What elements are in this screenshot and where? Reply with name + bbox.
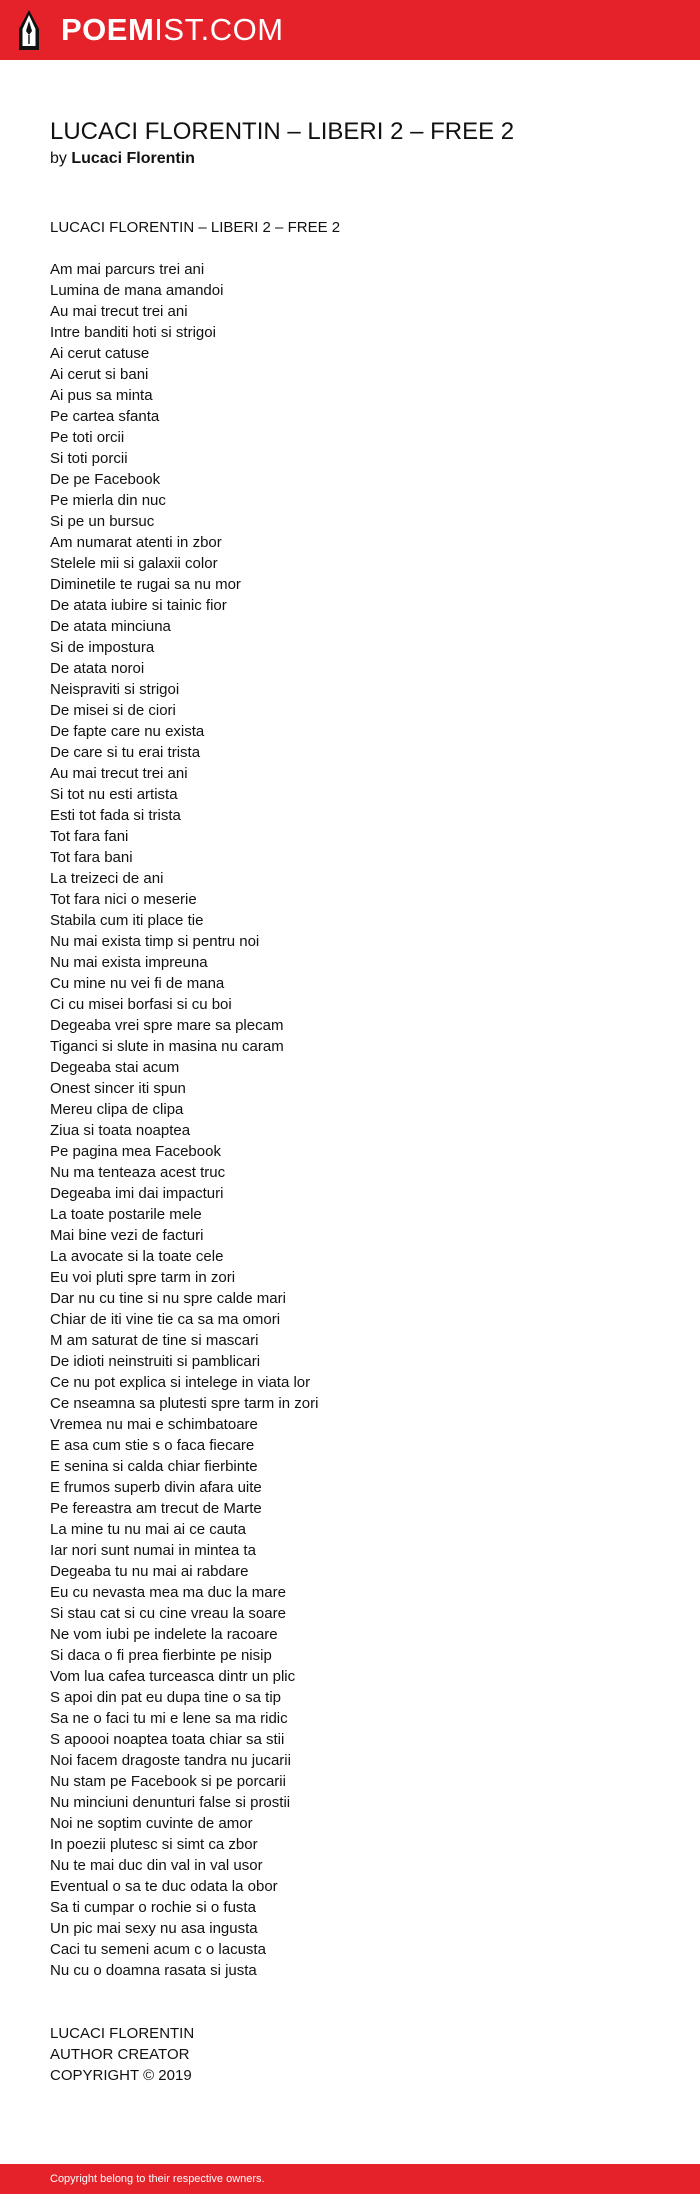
poem-line: E senina si calda chiar fierbinte <box>50 1458 258 1475</box>
poem-line: Pe mierla din nuc <box>50 492 166 509</box>
poem-line: Chiar de iti vine tie ca sa ma omori <box>50 1311 281 1328</box>
poem-line: De care si tu erai trista <box>50 744 201 761</box>
poem-line: De misei si de ciori <box>50 702 176 719</box>
poem-line: Pe pagina mea Facebook <box>50 1143 221 1160</box>
poem-line: M am saturat de tine si mascari <box>50 1332 259 1349</box>
poem-line: In poezii plutesc si simt ca zbor <box>50 1836 258 1853</box>
poem-line: Au mai trecut trei ani <box>50 765 188 782</box>
poem-line: Am numarat atenti in zbor <box>50 534 222 551</box>
signature-line: AUTHOR CREATOR <box>50 2046 190 2063</box>
poem-line: Nu mai exista impreuna <box>50 954 208 971</box>
poem-line: Pe toti orcii <box>50 429 125 446</box>
signature-line: LUCACI FLORENTIN <box>50 2025 195 2042</box>
poem-line: Neispraviti si strigoi <box>50 681 180 698</box>
poem-line: Nu mai exista timp si pentru noi <box>50 933 260 950</box>
site-logo[interactable] <box>61 10 284 50</box>
poem-line: Ziua si toata noaptea <box>50 1122 191 1139</box>
poem-line: Caci tu semeni acum c o lacusta <box>50 1941 266 1958</box>
poem-line: Diminetile te rugai sa nu mor <box>50 576 241 593</box>
poem-line: Noi ne soptim cuvinte de amor <box>50 1815 253 1832</box>
poem-line: Intre banditi hoti si strigoi <box>50 324 216 341</box>
poem-line: S apoi din pat eu dupa tine o sa tip <box>50 1689 282 1706</box>
poem-line: Ci cu misei borfasi si cu boi <box>50 996 232 1013</box>
poem-line: Eventual o sa te duc odata la obor <box>50 1878 278 1895</box>
poem-line: Ne vom iubi pe indelete la racoare <box>50 1626 278 1643</box>
poem-line: Degeaba vrei spre mare sa plecam <box>50 1017 284 1034</box>
poem-line: Tiganci si slute in masina nu caram <box>50 1038 284 1055</box>
poem-line: Ai pus sa minta <box>50 387 153 404</box>
poem-heading-line: LUCACI FLORENTIN – LIBERI 2 – FREE 2 <box>50 219 341 236</box>
poem-line: De fapte care nu exista <box>50 723 205 740</box>
author-name[interactable]: Lucaci Florentin <box>71 150 195 167</box>
poem-line: Cu mine nu vei fi de mana <box>50 975 225 992</box>
poem-line: Ai cerut si bani <box>50 366 149 383</box>
poem-line: E frumos superb divin afara uite <box>50 1479 262 1496</box>
poem-line: Sa ne o faci tu mi e lene sa ma ridic <box>50 1710 288 1727</box>
poem-line: Mereu clipa de clipa <box>50 1101 184 1118</box>
poem-line: Ce nu pot explica si intelege in viata lor <box>50 1374 311 1391</box>
poem-line: La toate postarile mele <box>50 1206 202 1223</box>
poem-line: Nu stam pe Facebook si pe porcarii <box>50 1773 286 1790</box>
poem-line: La treizeci de ani <box>50 870 164 887</box>
stanza-gap <box>50 2002 340 2023</box>
poem-line: La avocate si la toate cele <box>50 1248 224 1265</box>
poem-line: Tot fara nici o meserie <box>50 891 197 908</box>
poem-line: Nu minciuni denunturi false si prostii <box>50 1794 291 1811</box>
site-footer <box>0 2164 700 2194</box>
stanza-gap <box>50 238 340 259</box>
poem-line: Tot fara fani <box>50 828 129 845</box>
poem-line: Stelele mii si galaxii color <box>50 555 218 572</box>
poem-line: La mine tu nu mai ai ce cauta <box>50 1521 246 1538</box>
poem-line: Pe fereastra am trecut de Marte <box>50 1500 262 1517</box>
pen-nib-icon[interactable] <box>17 9 41 51</box>
poem-title: LUCACI FLORENTIN – LIBERI 2 – FREE 2 <box>50 118 515 145</box>
poem-line: E asa cum stie s o faca fiecare <box>50 1437 255 1454</box>
poem-line: Degeaba tu nu mai ai rabdare <box>50 1563 249 1580</box>
poem-line: Mai bine vezi de facturi <box>50 1227 204 1244</box>
poem-line: Nu te mai duc din val in val usor <box>50 1857 263 1874</box>
poem-body <box>50 217 340 2086</box>
poem-line: Nu cu o doamna rasata si justa <box>50 1962 257 1979</box>
poem-line: Au mai trecut trei ani <box>50 303 188 320</box>
poem-line: De pe Facebook <box>50 471 161 488</box>
byline <box>50 147 195 171</box>
poem-line: Si daca o fi prea fierbinte pe nisip <box>50 1647 272 1664</box>
poem-line: Lumina de mana amandoi <box>50 282 224 299</box>
byline-prefix: by <box>50 150 67 167</box>
poem-line: Degeaba imi dai impacturi <box>50 1185 224 1202</box>
poem-line: De idioti neinstruiti si pamblicari <box>50 1353 261 1370</box>
poem-line: Stabila cum iti place tie <box>50 912 204 929</box>
footer-copyright: Copyright belong to their respective owners. <box>50 2173 265 2185</box>
site-header <box>0 0 700 60</box>
poem-line: Eu cu nevasta mea ma duc la mare <box>50 1584 286 1601</box>
poem-line: Ce nseamna sa plutesti spre tarm in zori <box>50 1395 319 1412</box>
logo-bold-text: POEM <box>61 12 155 47</box>
poem-line: Si tot nu esti artista <box>50 786 178 803</box>
poem-line: Noi facem dragoste tandra nu jucarii <box>50 1752 291 1769</box>
poem-line: Esti tot fada si trista <box>50 807 181 824</box>
poem-line: Si toti porcii <box>50 450 128 467</box>
poem-line: Dar nu cu tine si nu spre calde mari <box>50 1290 286 1307</box>
poem-line: Onest sincer iti spun <box>50 1080 186 1097</box>
poem-line: Vom lua cafea turceasca dintr un plic <box>50 1668 296 1685</box>
poem-line: Ai cerut catuse <box>50 345 150 362</box>
poem-line: Sa ti cumpar o rochie si o fusta <box>50 1899 256 1916</box>
poem-line: Nu ma tenteaza acest truc <box>50 1164 226 1181</box>
poem-line: Eu voi pluti spre tarm in zori <box>50 1269 236 1286</box>
poem-line: Am mai parcurs trei ani <box>50 261 205 278</box>
poem-line: Si stau cat si cu cine vreau la soare <box>50 1605 286 1622</box>
poem-line: Tot fara bani <box>50 849 133 866</box>
poem-line: De atata minciuna <box>50 618 171 635</box>
poem-line: Degeaba stai acum <box>50 1059 180 1076</box>
poem-line: Pe cartea sfanta <box>50 408 160 425</box>
poem-line: Un pic mai sexy nu asa ingusta <box>50 1920 258 1937</box>
poem-line: Si pe un bursuc <box>50 513 155 530</box>
poem-line: De atata iubire si tainic fior <box>50 597 227 614</box>
poem-line: Iar nori sunt numai in mintea ta <box>50 1542 256 1559</box>
poem-line: S apoooi noaptea toata chiar sa stii <box>50 1731 285 1748</box>
logo-light-text: IST.COM <box>154 12 284 47</box>
poem-line: De atata noroi <box>50 660 145 677</box>
signature-line: COPYRIGHT © 2019 <box>50 2067 192 2084</box>
poem-line: Vremea nu mai e schimbatoare <box>50 1416 258 1433</box>
poem-line: Si de impostura <box>50 639 155 656</box>
stanza-gap <box>50 1981 340 2002</box>
